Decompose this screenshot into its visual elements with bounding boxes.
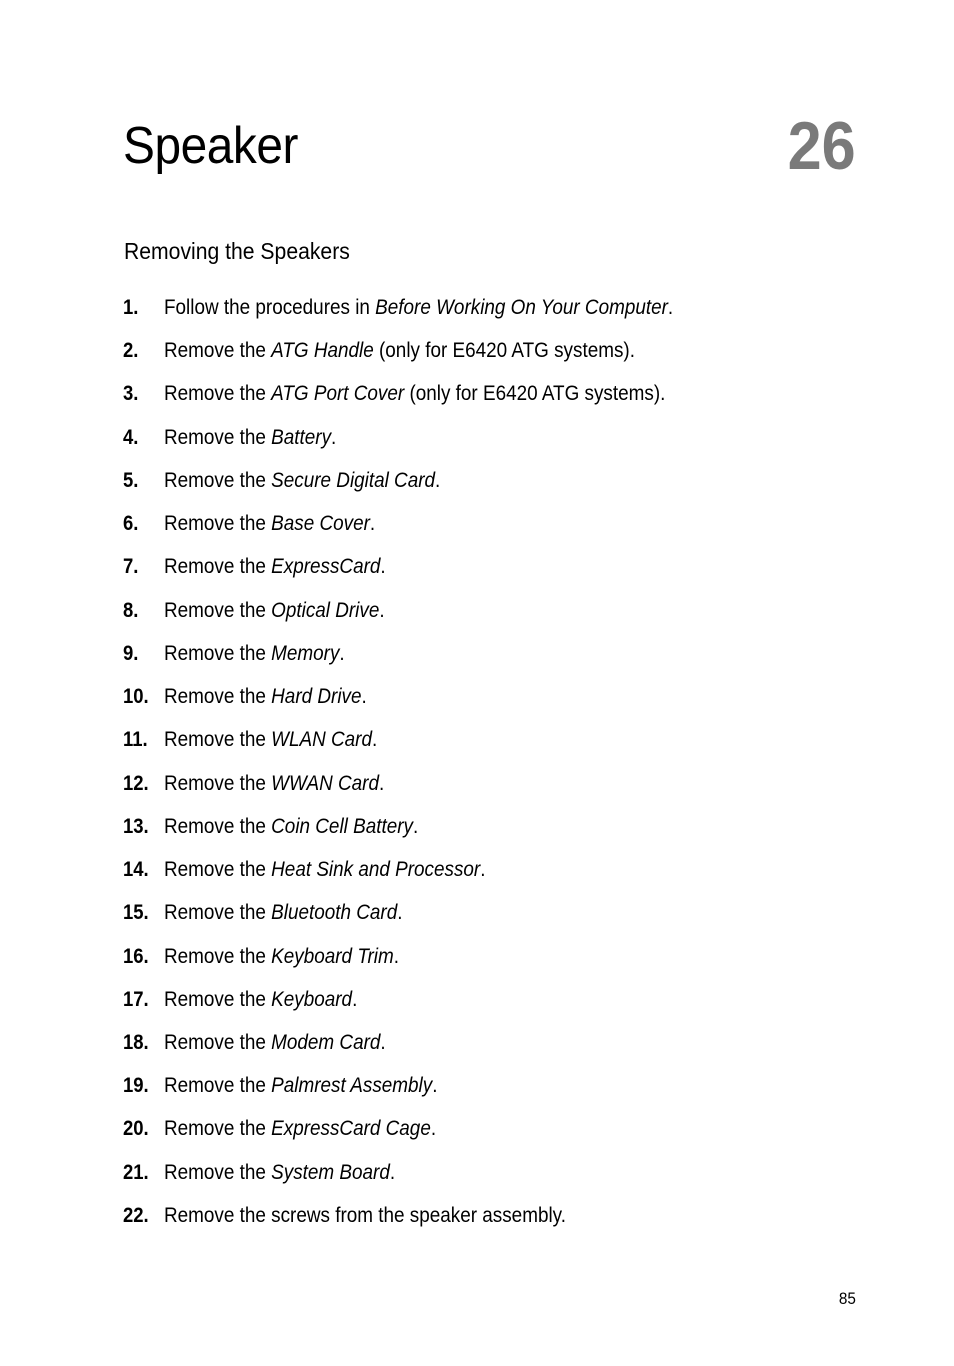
step-text-post: . [432, 1074, 438, 1098]
step-text-pre: Remove the [164, 1074, 272, 1098]
step-item [123, 988, 863, 1031]
step-link[interactable]: Palmrest Assembly [271, 1074, 433, 1098]
step-text-post: . [412, 814, 419, 838]
step-text [164, 728, 377, 752]
step-text [164, 1204, 566, 1228]
step-item [123, 1204, 863, 1247]
step-item [123, 1074, 863, 1117]
step-text-post: (only for E6420 ATG systems). [373, 339, 635, 363]
step-text [164, 426, 336, 450]
step-text [164, 988, 357, 1012]
step-item [123, 685, 863, 728]
step-text-pre: Follow the procedures in [164, 296, 376, 319]
step-text-pre: Remove the [164, 598, 272, 622]
step-text [164, 382, 665, 406]
step-text-pre: Remove the [164, 771, 272, 795]
step-link[interactable]: Keyboard Trim [271, 944, 394, 968]
step-text [164, 469, 440, 493]
step-number: 18. [123, 1030, 149, 1054]
step-number: 2. [123, 339, 139, 363]
step-number: 12. [123, 771, 149, 795]
step-link[interactable]: Memory [271, 641, 340, 665]
chapter-number: 26 [787, 108, 856, 184]
step-text [164, 599, 385, 623]
step-text-pre: Remove the [164, 728, 272, 752]
step-text-pre: Remove the [164, 685, 272, 709]
step-text [164, 685, 367, 709]
step-link[interactable]: Hard Drive [271, 685, 362, 709]
step-text-pre: Remove the [164, 944, 272, 968]
step-item [123, 512, 863, 555]
step-item [123, 815, 863, 858]
step-link[interactable]: Bluetooth Card [271, 901, 398, 925]
step-number: 16. [123, 944, 149, 968]
step-text-pre: Remove the [164, 901, 272, 925]
step-link[interactable]: System Board [271, 1160, 390, 1184]
step-link[interactable]: ATG Handle [271, 339, 374, 363]
step-link[interactable]: WLAN Card [271, 728, 372, 752]
step-link[interactable]: ExpressCard Cage [271, 1117, 431, 1141]
step-number: 6. [123, 512, 139, 536]
step-text [164, 296, 673, 320]
step-link[interactable]: Base Cover [271, 512, 370, 536]
step-text [164, 512, 375, 536]
step-text-post: . [331, 425, 337, 449]
step-text-pre: Remove the [164, 425, 272, 449]
step-text [164, 1031, 386, 1055]
step-text-pre: Remove the [164, 339, 272, 363]
step-text-post: . [667, 296, 674, 319]
step-text-post: . [371, 728, 378, 752]
step-text-pre: Remove the [164, 468, 272, 492]
step-text-pre: Remove the screws from the speaker assembly. [164, 1203, 566, 1227]
step-link[interactable]: Battery [271, 425, 332, 449]
step-link[interactable]: ATG Port Cover [271, 382, 405, 406]
step-link[interactable]: Coin Cell Battery [271, 814, 413, 838]
step-item [123, 599, 863, 642]
step-item [123, 901, 863, 944]
page-number: 85 [838, 1289, 856, 1308]
step-text-pre: Remove the [164, 1030, 272, 1054]
step-text-post: . [397, 901, 403, 925]
step-text-post: . [339, 641, 345, 665]
step-text-post: . [378, 771, 385, 795]
step-text-post: . [393, 944, 399, 968]
step-text [164, 1074, 437, 1098]
step-number: 14. [123, 858, 149, 882]
step-number: 7. [123, 555, 139, 579]
step-number: 11. [123, 728, 148, 752]
step-item [123, 1161, 863, 1204]
step-text-pre: Remove the [164, 814, 272, 838]
step-number: 10. [123, 685, 149, 709]
step-link[interactable]: WWAN Card [271, 771, 379, 795]
step-item [123, 555, 863, 598]
step-text [164, 901, 403, 925]
step-text [164, 815, 418, 839]
step-number: 21. [123, 1160, 149, 1184]
step-text [164, 772, 384, 796]
step-number: 15. [123, 901, 149, 925]
step-text-post: (only for E6420 ATG systems). [404, 382, 666, 406]
step-link[interactable]: Heat Sink and Processor [271, 858, 481, 882]
step-item [123, 1117, 863, 1160]
step-number: 13. [123, 814, 149, 838]
step-number: 20. [123, 1117, 149, 1141]
procedure-steps-list [123, 296, 863, 1247]
step-link[interactable]: Modem Card [271, 1030, 381, 1054]
step-link[interactable]: Keyboard [271, 987, 353, 1011]
step-link[interactable]: Before Working On Your Computer [375, 296, 668, 319]
step-text [164, 339, 635, 363]
step-number: 5. [123, 468, 139, 492]
step-number: 3. [123, 382, 139, 406]
step-text-pre: Remove the [164, 858, 272, 882]
step-text [164, 1117, 436, 1141]
step-number: 19. [123, 1074, 149, 1098]
step-number: 17. [123, 987, 149, 1011]
step-text-post: . [352, 987, 358, 1011]
step-text-post: . [430, 1117, 437, 1141]
step-number: 8. [123, 598, 139, 622]
step-item [123, 1031, 863, 1074]
step-text [164, 945, 399, 969]
step-text [164, 642, 345, 666]
step-number: 22. [123, 1203, 149, 1227]
step-number: 9. [123, 641, 139, 665]
step-text-post: . [380, 555, 386, 579]
step-text-pre: Remove the [164, 512, 272, 536]
section-title: Removing the Speakers [124, 238, 350, 264]
step-link[interactable]: ExpressCard [271, 555, 381, 579]
chapter-title: Speaker [123, 117, 298, 175]
step-text-post: . [379, 598, 385, 622]
step-text-post: . [369, 512, 376, 536]
step-text [164, 858, 485, 882]
step-item [123, 858, 863, 901]
step-text-post: . [480, 858, 486, 882]
step-text [164, 555, 386, 579]
step-item [123, 469, 863, 512]
step-text-post: . [389, 1160, 396, 1184]
step-item [123, 296, 863, 339]
step-number: 4. [123, 425, 139, 449]
step-text-pre: Remove the [164, 641, 272, 665]
step-number: 1. [123, 296, 139, 319]
step-item [123, 339, 863, 382]
step-text [164, 1161, 395, 1185]
step-item [123, 728, 863, 771]
step-text-pre: Remove the [164, 555, 272, 579]
step-text-pre: Remove the [164, 1117, 272, 1141]
step-item [123, 426, 863, 469]
step-link[interactable]: Secure Digital Card [271, 468, 436, 492]
step-link[interactable]: Optical Drive [271, 598, 380, 622]
step-item [123, 382, 863, 425]
step-item [123, 772, 863, 815]
step-text-post: . [361, 685, 367, 709]
step-text-post: . [380, 1030, 386, 1054]
step-text-pre: Remove the [164, 382, 272, 406]
step-text-post: . [435, 468, 441, 492]
step-item [123, 642, 863, 685]
step-text-pre: Remove the [164, 1160, 272, 1184]
step-item [123, 945, 863, 988]
step-text-pre: Remove the [164, 987, 272, 1011]
